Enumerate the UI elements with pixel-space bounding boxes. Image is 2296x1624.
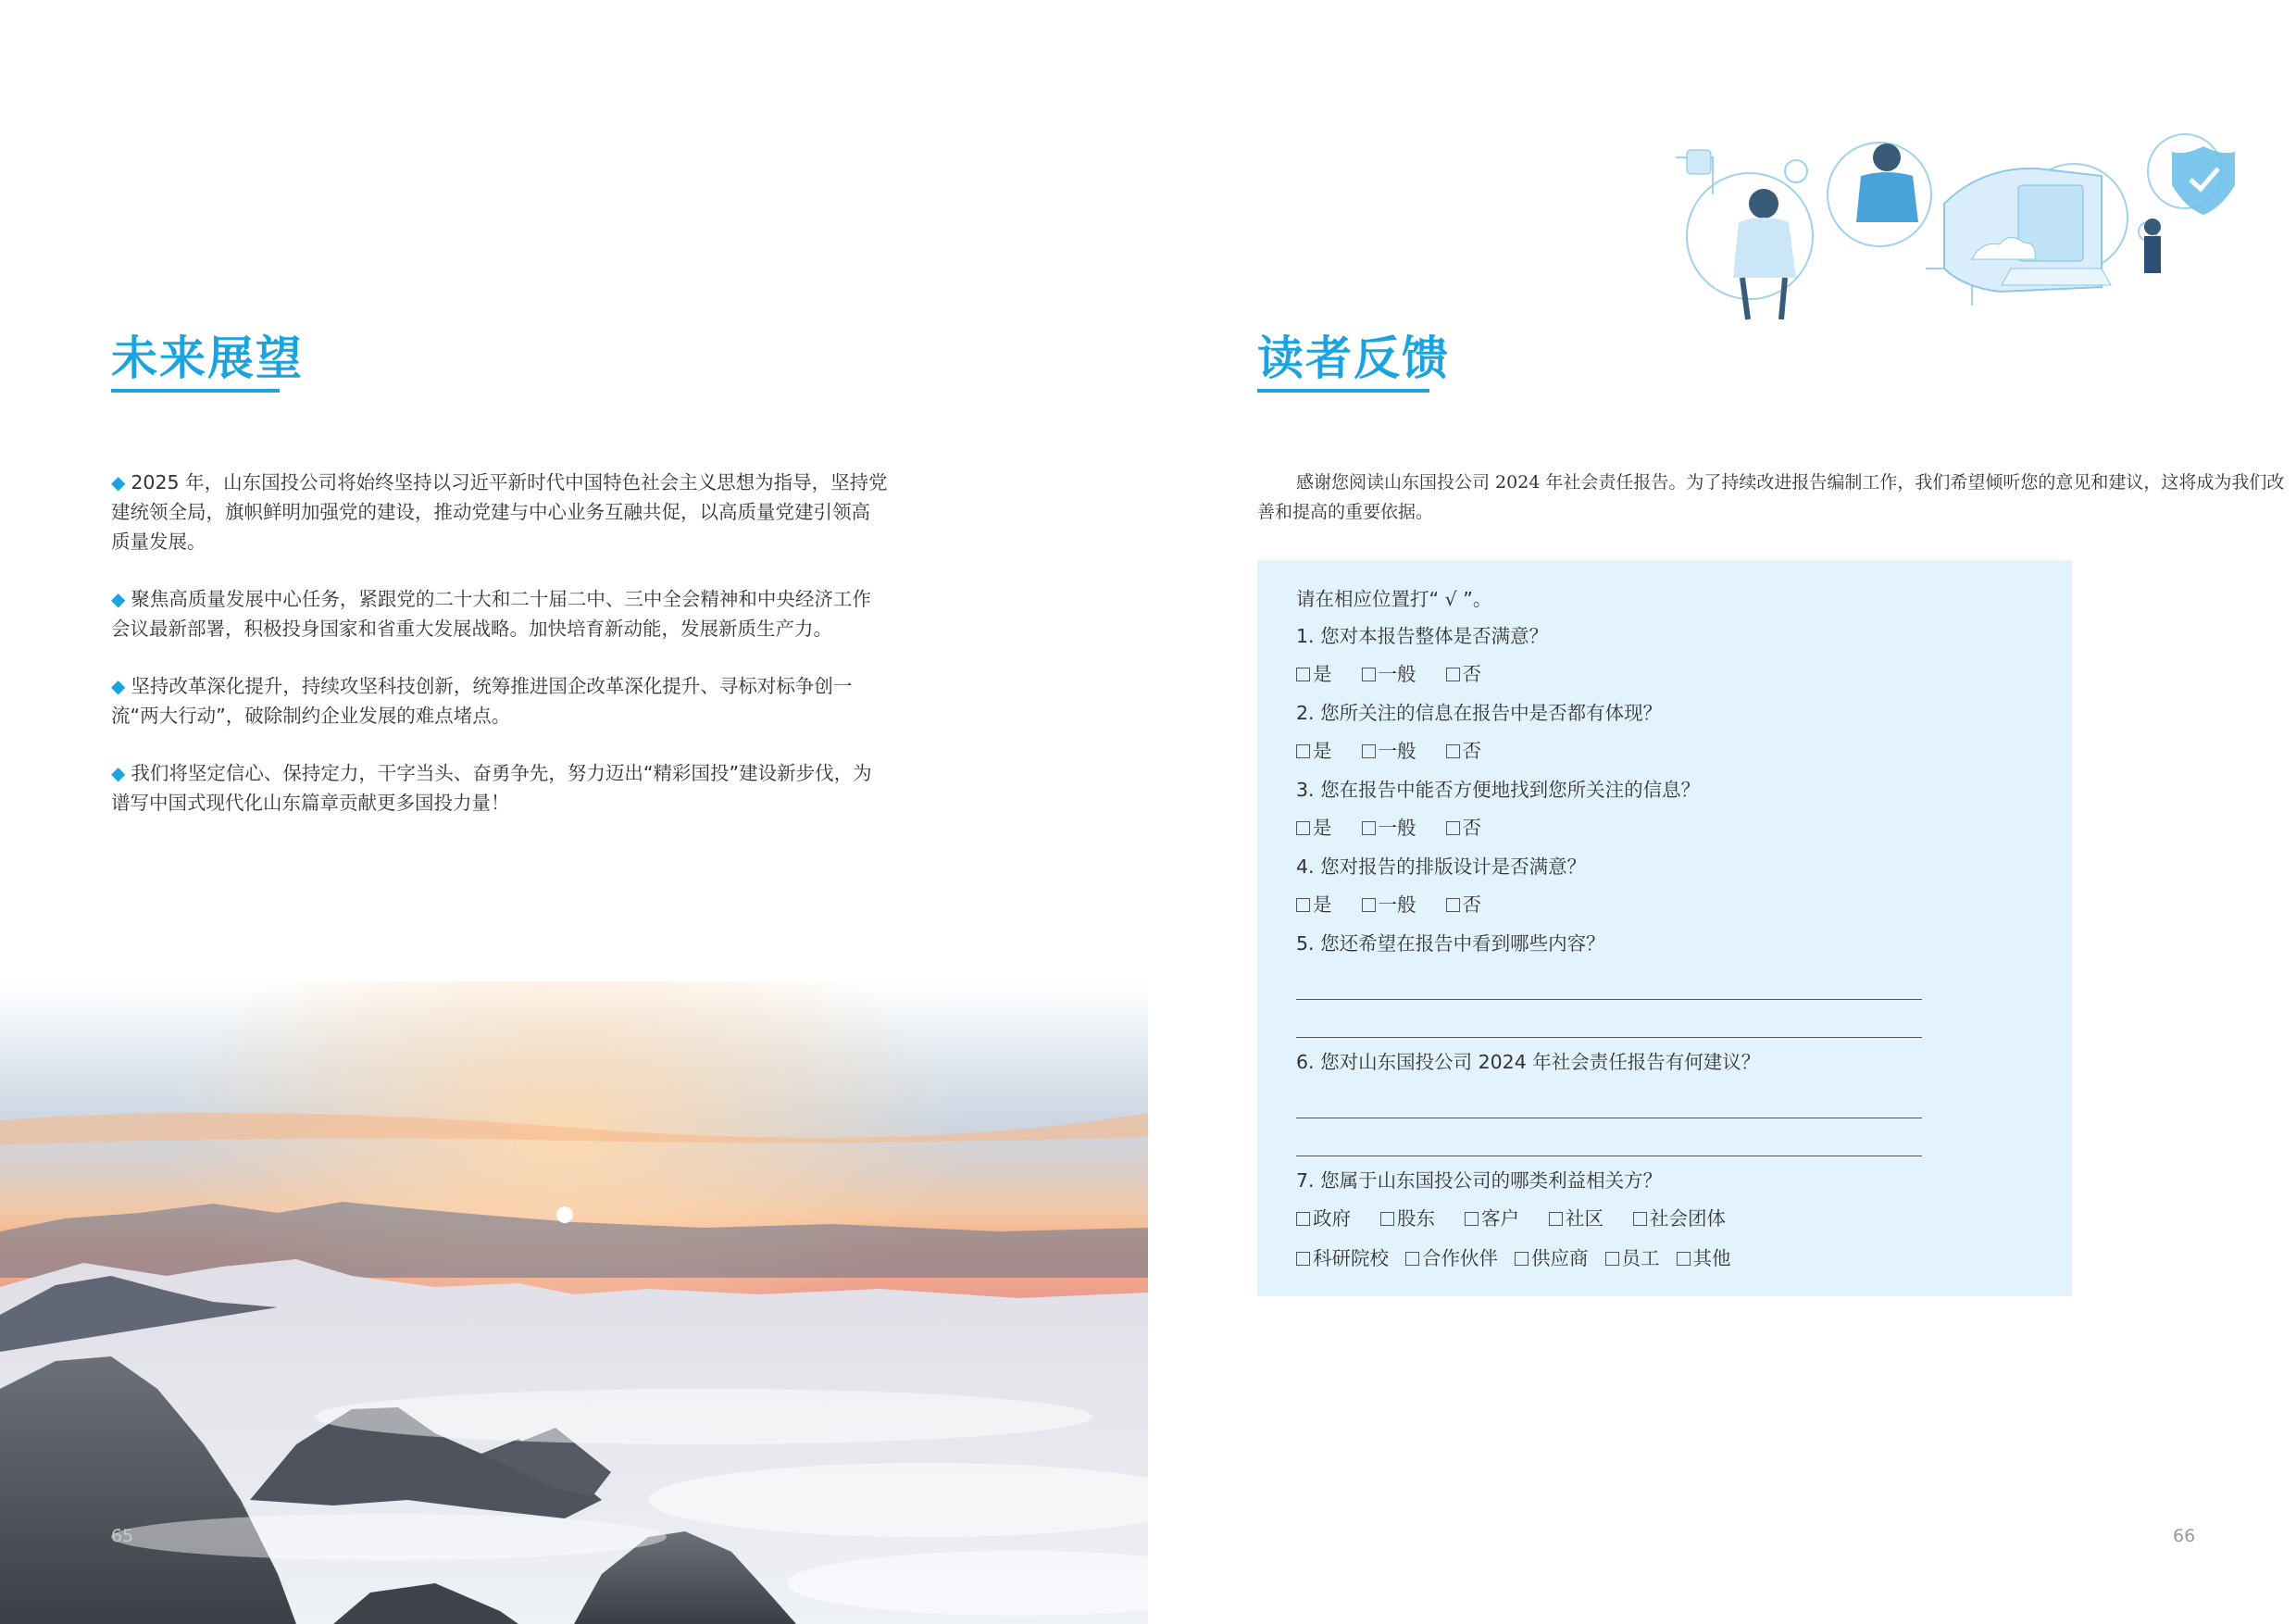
option-other[interactable]	[1677, 1239, 1731, 1279]
option-label: 供应商	[1531, 1247, 1589, 1269]
option-label: 一般	[1378, 740, 1416, 762]
checkbox-icon[interactable]	[1549, 1212, 1563, 1226]
question-3-options	[1296, 808, 2018, 848]
survey-content	[1296, 581, 2018, 1279]
answer-line[interactable]	[1296, 1000, 1922, 1038]
digital-collaboration-illustration	[1666, 130, 2240, 324]
future-item-text: 我们将坚定信心、保持定力，干字当头、奋勇争先，努力迈出“精彩国投”建设新步伐，为谱写中国式现代化山东篇章贡献更多国投力量！	[111, 762, 872, 814]
sea-of-clouds-sunrise-image	[0, 981, 1148, 1624]
option-label: 否	[1462, 663, 1481, 685]
checkbox-icon[interactable]	[1380, 1212, 1394, 1226]
question-4-options	[1296, 885, 2018, 925]
checkbox-icon[interactable]	[1677, 1252, 1691, 1266]
option-community[interactable]	[1549, 1199, 1603, 1239]
checkbox-icon[interactable]	[1362, 668, 1376, 681]
option-label: 社会团体	[1650, 1207, 1726, 1230]
checkbox-icon[interactable]	[1296, 668, 1310, 681]
option-label: 一般	[1378, 663, 1416, 685]
option-research-institution[interactable]	[1296, 1239, 1389, 1279]
checkbox-icon[interactable]	[1446, 821, 1460, 835]
future-outlook-title: 未来展望	[111, 331, 304, 385]
checkbox-icon[interactable]	[1446, 744, 1460, 758]
reader-feedback-title: 读者反馈	[1257, 331, 1450, 385]
option-label: 政府	[1313, 1207, 1351, 1230]
diamond-bullet-icon: ◆	[111, 762, 126, 784]
checkbox-icon[interactable]	[1362, 898, 1376, 912]
option-shareholder[interactable]	[1380, 1199, 1435, 1239]
option-label: 否	[1462, 893, 1481, 916]
option-label: 否	[1462, 817, 1481, 839]
option-social-group[interactable]	[1633, 1199, 1726, 1239]
checkbox-icon[interactable]	[1515, 1252, 1529, 1266]
option-label: 否	[1462, 740, 1481, 762]
option-label: 社区	[1566, 1207, 1603, 1230]
question-1: 1. 您对本报告整体是否满意？	[1296, 625, 1549, 647]
answer-line[interactable]	[1296, 962, 1922, 1000]
question-2-options	[1296, 731, 2018, 771]
checkbox-icon[interactable]	[1362, 744, 1376, 758]
future-item-2	[111, 584, 889, 643]
option-government[interactable]	[1296, 1199, 1351, 1239]
question-7-options-row-1	[1296, 1199, 2018, 1239]
checkbox-icon[interactable]	[1446, 668, 1460, 681]
checkbox-icon[interactable]	[1633, 1212, 1647, 1226]
checkbox-icon[interactable]	[1362, 821, 1376, 835]
option-label: 其他	[1692, 1247, 1731, 1269]
feedback-survey	[1257, 560, 2072, 1296]
option-label: 一般	[1378, 817, 1416, 839]
answer-line[interactable]	[1296, 1118, 1922, 1156]
option-yes[interactable]	[1296, 731, 1332, 771]
page-number-right: 66	[2173, 1526, 2196, 1546]
option-average[interactable]	[1362, 885, 1416, 925]
checkbox-icon[interactable]	[1405, 1252, 1419, 1266]
question-7-options-row-2	[1296, 1239, 2018, 1279]
option-supplier[interactable]	[1515, 1239, 1589, 1279]
checkbox-icon[interactable]	[1296, 821, 1310, 835]
future-item-1	[111, 468, 889, 556]
checkbox-icon[interactable]	[1296, 1252, 1310, 1266]
question-3: 3. 您在报告中能否方便地找到您所关注的信息？	[1296, 779, 1701, 801]
reader-feedback-title-underline	[1257, 389, 1429, 393]
future-item-3	[111, 671, 889, 731]
option-label: 合作伙伴	[1422, 1247, 1498, 1269]
survey-instruction: 请在相应位置打“ √ ”。	[1296, 588, 1492, 610]
future-outlook-list	[111, 468, 889, 845]
option-average[interactable]	[1362, 808, 1416, 848]
option-no[interactable]	[1446, 885, 1482, 925]
diamond-bullet-icon: ◆	[111, 675, 126, 697]
future-item-text: 聚焦高质量发展中心任务，紧跟党的二十大和二十届二中、三中全会精神和中央经济工作会议最新部署，积极投身国家和省重大发展战略。加快培育新动能，发展新质生产力。	[111, 588, 871, 640]
answer-line[interactable]	[1296, 1081, 1922, 1118]
option-label: 是	[1313, 893, 1332, 916]
option-yes[interactable]	[1296, 885, 1332, 925]
checkbox-icon[interactable]	[1446, 898, 1460, 912]
checkbox-icon[interactable]	[1296, 1212, 1310, 1226]
question-6: 6. 您对山东国投公司 2024 年社会责任报告有何建议？	[1296, 1051, 1761, 1073]
option-no[interactable]	[1446, 808, 1482, 848]
question-2: 2. 您所关注的信息在报告中是否都有体现？	[1296, 702, 1663, 724]
question-5: 5. 您还希望在报告中看到哪些内容？	[1296, 932, 1605, 955]
option-label: 是	[1313, 663, 1332, 685]
checkbox-icon[interactable]	[1605, 1252, 1619, 1266]
right-page	[1148, 0, 2296, 1624]
diamond-bullet-icon: ◆	[111, 471, 126, 493]
question-1-options	[1296, 655, 2018, 694]
question-7: 7. 您属于山东国投公司的哪类利益相关方？	[1296, 1169, 1663, 1192]
option-yes[interactable]	[1296, 808, 1332, 848]
feedback-intro: 感谢您阅读山东国投公司 2024 年社会责任报告。为了持续改进报告编制工作，我们希望倾听您的意见和建议，这将成为我们改善和提高的重要依据。	[1257, 472, 2285, 522]
checkbox-icon[interactable]	[1296, 744, 1310, 758]
page-number-left: 65	[111, 1526, 134, 1546]
future-item-4	[111, 758, 889, 818]
option-no[interactable]	[1446, 731, 1482, 771]
option-label: 一般	[1378, 893, 1416, 916]
option-label: 客户	[1481, 1207, 1519, 1230]
option-label: 股东	[1397, 1207, 1435, 1230]
option-customer[interactable]	[1465, 1199, 1519, 1239]
option-average[interactable]	[1362, 655, 1416, 694]
option-label: 是	[1313, 740, 1332, 762]
checkbox-icon[interactable]	[1296, 898, 1310, 912]
checkbox-icon[interactable]	[1465, 1212, 1479, 1226]
option-partner[interactable]	[1405, 1239, 1498, 1279]
option-no[interactable]	[1446, 655, 1482, 694]
future-outlook-title-underline	[111, 389, 280, 393]
future-item-text: 坚持改革深化提升，持续攻坚科技创新，统筹推进国企改革深化提升、寻标对标争创一流“两大行动”，破除制约企业发展的难点堵点。	[111, 675, 853, 727]
option-label: 是	[1313, 817, 1332, 839]
option-label: 科研院校	[1313, 1247, 1389, 1269]
diamond-bullet-icon: ◆	[111, 588, 126, 610]
option-employee[interactable]	[1605, 1239, 1660, 1279]
option-average[interactable]	[1362, 731, 1416, 771]
future-item-text: 2025 年，山东国投公司将始终坚持以习近平新时代中国特色社会主义思想为指导，坚持党建统领全局，旗帜鲜明加强党的建设，推动党建与中心业务互融共促，以高质量党建引领高质量发展。	[111, 471, 888, 553]
question-4: 4. 您对报告的排版设计是否满意？	[1296, 856, 1587, 878]
option-yes[interactable]	[1296, 655, 1332, 694]
option-label: 员工	[1621, 1247, 1660, 1269]
